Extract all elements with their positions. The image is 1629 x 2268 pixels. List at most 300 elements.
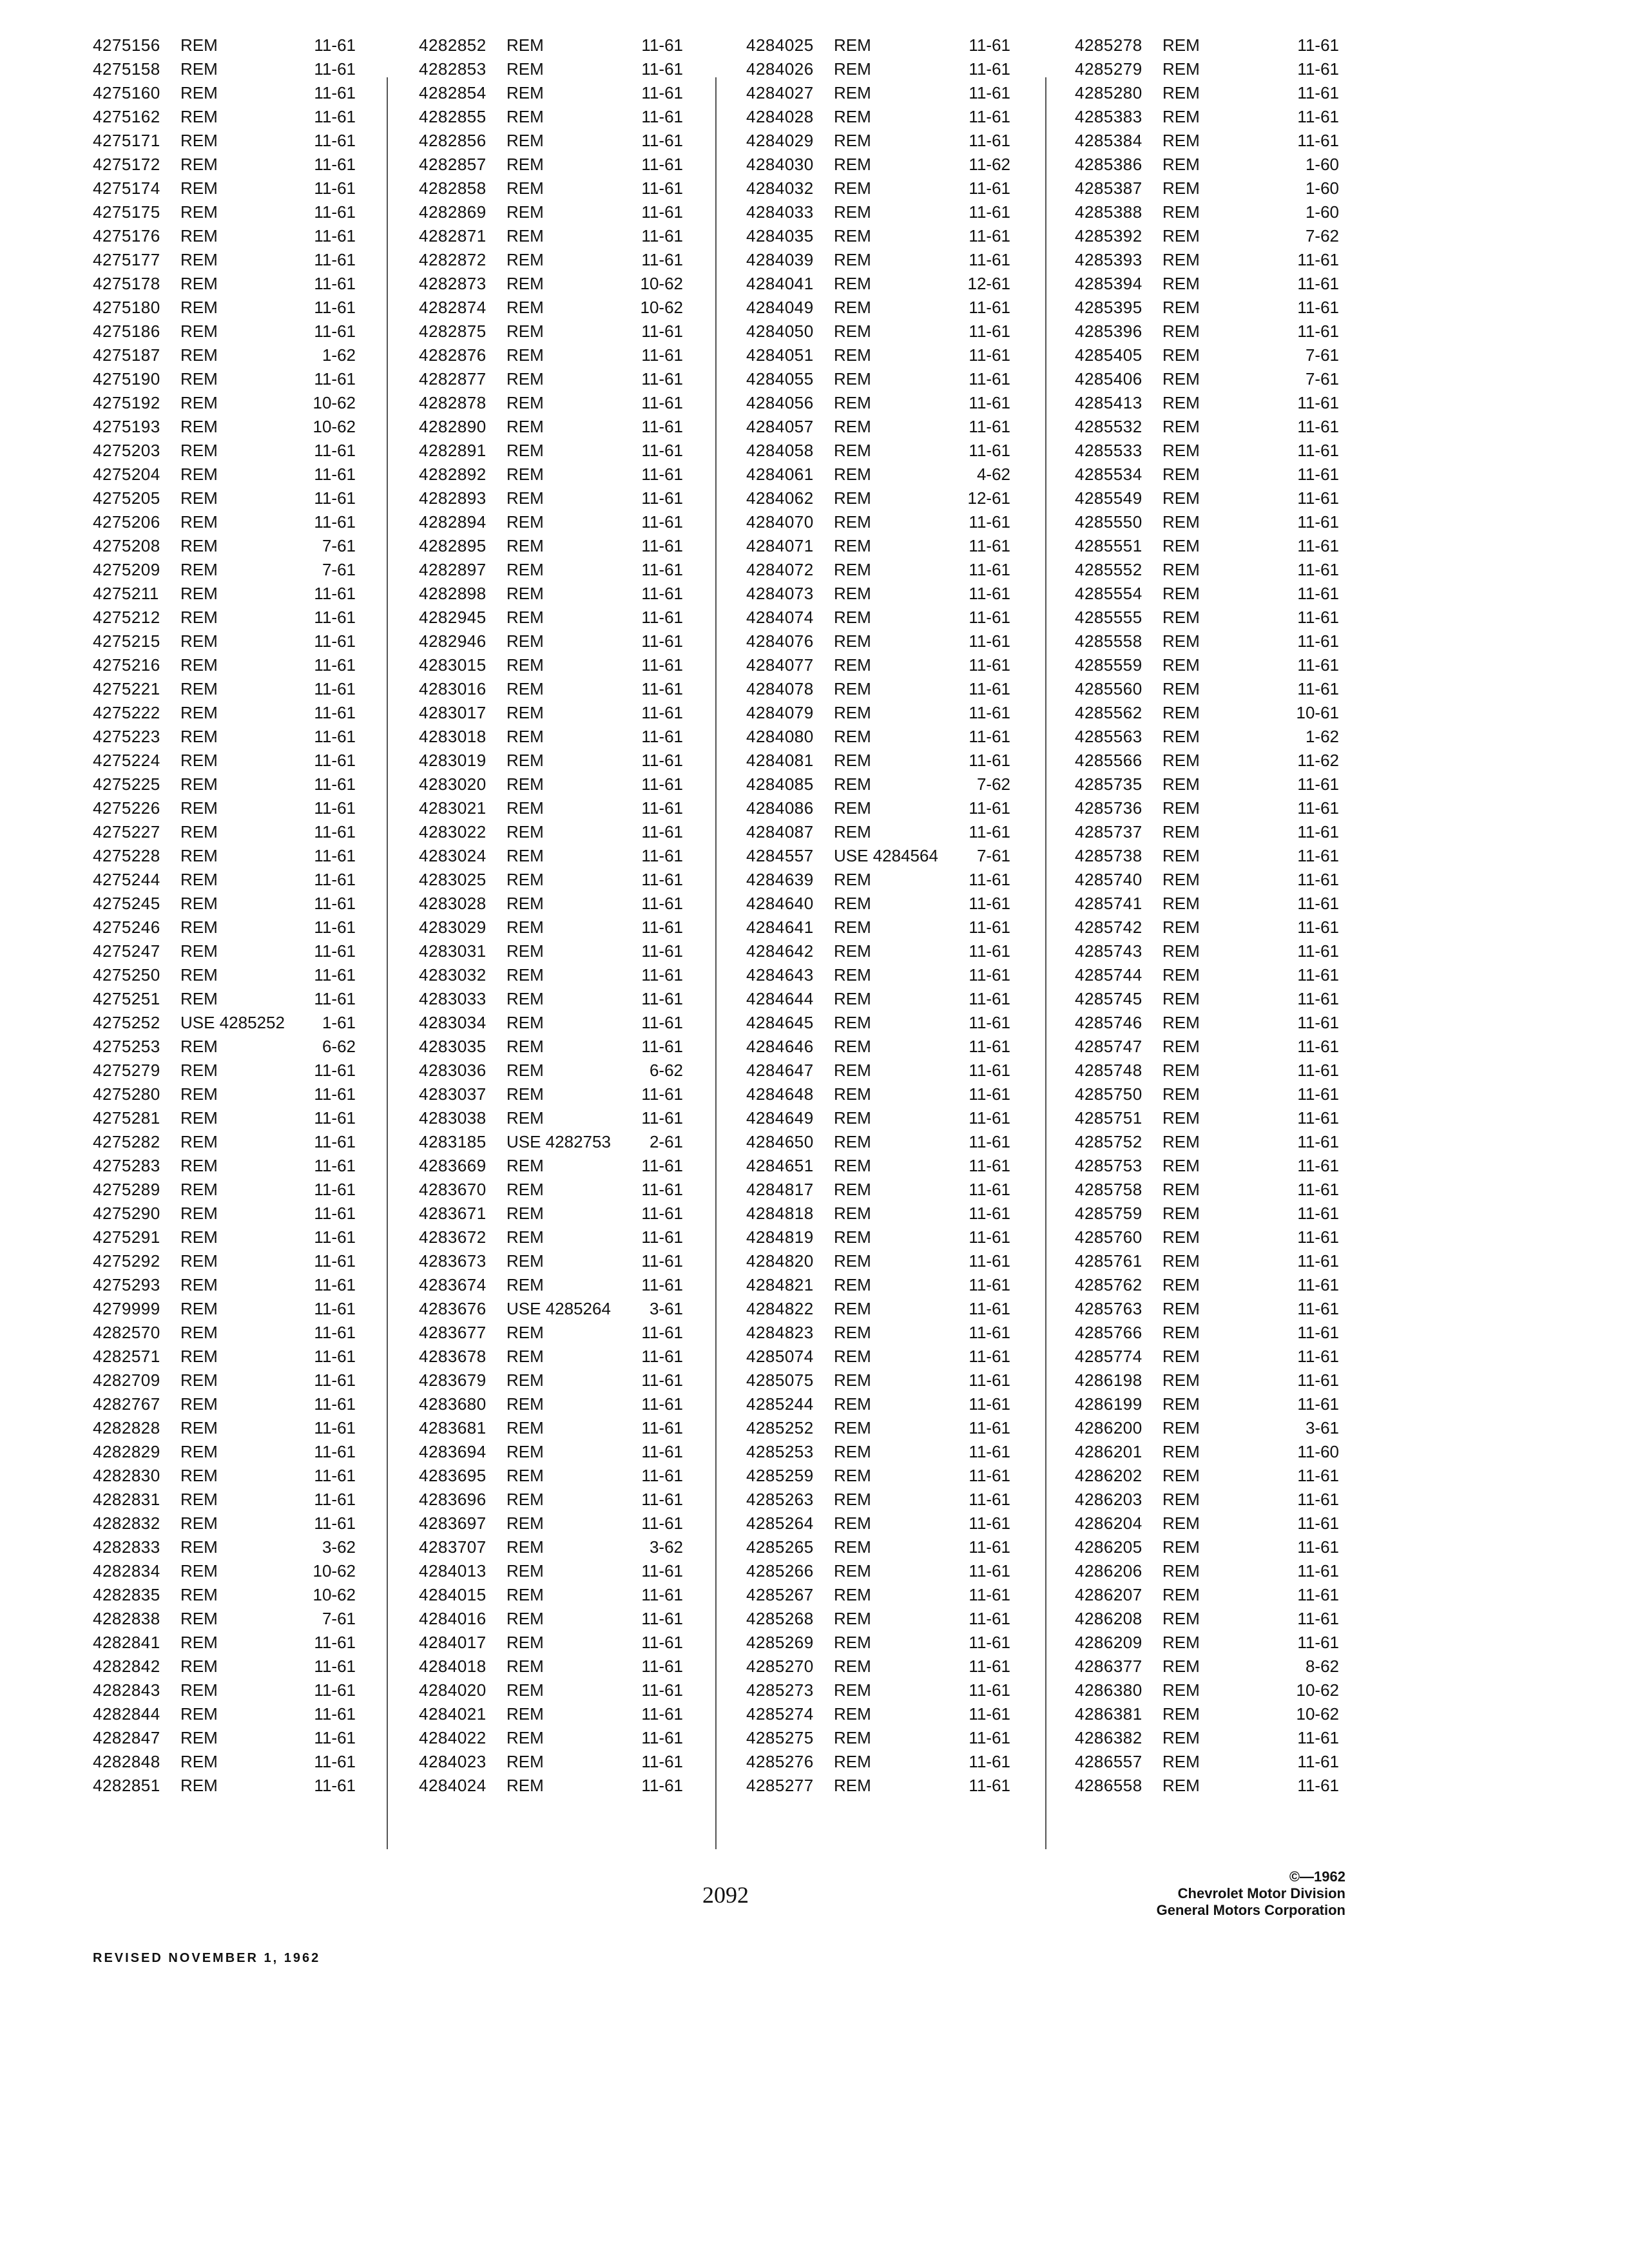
part-action: REM	[506, 608, 544, 627]
part-date: 11-61	[1297, 774, 1339, 794]
part-action: REM	[1162, 1323, 1200, 1342]
part-number: 4275193	[93, 417, 160, 436]
part-action: REM	[1162, 465, 1200, 484]
part-date: 11-61	[641, 1704, 683, 1724]
part-number: 4283018	[419, 727, 487, 746]
part-date: 3-61	[1305, 1418, 1339, 1437]
part-row	[746, 773, 1010, 796]
part-action: REM	[506, 1323, 544, 1342]
part-row	[419, 1464, 683, 1488]
part-date: 11-61	[1297, 822, 1339, 841]
part-action: REM	[506, 1037, 544, 1056]
part-action: REM	[506, 202, 544, 222]
part-row	[93, 1082, 356, 1106]
part-number: 4285413	[1075, 393, 1142, 412]
part-number: 4282833	[93, 1537, 160, 1557]
part-date: 11-61	[314, 870, 356, 889]
part-number: 4284819	[746, 1227, 814, 1247]
part-action: REM	[180, 1370, 218, 1390]
part-number: 4284072	[746, 560, 814, 579]
part-number: 4275160	[93, 83, 160, 102]
part-action: REM	[506, 798, 544, 818]
part-date: 11-61	[641, 1013, 683, 1032]
part-date: 11-61	[1297, 1227, 1339, 1247]
part-number: 4285562	[1075, 703, 1142, 722]
part-number: 4285745	[1075, 989, 1142, 1008]
part-action: REM	[1162, 918, 1200, 937]
part-row	[1075, 486, 1339, 510]
part-row	[746, 1750, 1010, 1774]
part-action: REM	[1162, 1633, 1200, 1652]
part-row	[419, 916, 683, 939]
part-row	[746, 677, 1010, 701]
part-date: 11-61	[641, 322, 683, 341]
part-number: 4285746	[1075, 1013, 1142, 1032]
part-number: 4284650	[746, 1132, 814, 1151]
part-action: REM	[506, 1537, 544, 1557]
part-date: 11-61	[1297, 608, 1339, 627]
part-date: 3-61	[649, 1299, 683, 1318]
part-date: 11-61	[969, 1585, 1010, 1604]
part-number: 4283038	[419, 1108, 487, 1128]
part-row	[746, 939, 1010, 963]
part-action: REM	[834, 560, 871, 579]
part-date: 11-61	[1297, 846, 1339, 865]
part-date: 11-61	[314, 1657, 356, 1676]
part-number: 4285406	[1075, 369, 1142, 389]
part-row	[746, 367, 1010, 391]
part-row	[746, 272, 1010, 296]
part-number: 4283696	[419, 1490, 487, 1509]
part-date: 11-61	[1297, 989, 1339, 1008]
part-date: 11-61	[969, 1013, 1010, 1032]
part-date: 11-61	[969, 870, 1010, 889]
part-action: REM	[834, 1466, 871, 1485]
part-date: 11-61	[1297, 1132, 1339, 1151]
part-number: 4284640	[746, 894, 814, 913]
part-row	[746, 1535, 1010, 1559]
part-action: REM	[506, 774, 544, 794]
part-number: 4285387	[1075, 178, 1142, 198]
part-number: 4283679	[419, 1370, 487, 1390]
part-number: 4284013	[419, 1561, 487, 1581]
part-date: 11-61	[641, 1108, 683, 1128]
part-action: REM	[1162, 1585, 1200, 1604]
part-date: 11-61	[969, 703, 1010, 722]
part-row	[93, 1750, 356, 1774]
part-action: REM	[834, 441, 871, 460]
part-action: REM	[506, 1752, 544, 1771]
part-row	[1075, 606, 1339, 629]
part-date: 11-61	[969, 441, 1010, 460]
part-number: 4275221	[93, 679, 160, 698]
part-date: 11-61	[641, 774, 683, 794]
part-row	[419, 677, 683, 701]
part-row	[1075, 796, 1339, 820]
part-date: 11-61	[314, 1323, 356, 1342]
part-action: REM	[506, 679, 544, 698]
part-action: REM	[834, 131, 871, 150]
part-number: 4282855	[419, 107, 487, 126]
part-action: REM	[180, 846, 218, 865]
part-action: REM	[1162, 441, 1200, 460]
part-date: 11-61	[1297, 798, 1339, 818]
part-date: 11-61	[314, 488, 356, 508]
part-action: REM	[1162, 1370, 1200, 1390]
part-number: 4283671	[419, 1204, 487, 1223]
part-number: 4286380	[1075, 1680, 1142, 1700]
part-date: 11-61	[314, 465, 356, 484]
part-row	[1075, 1416, 1339, 1440]
part-number: 4284649	[746, 1108, 814, 1128]
part-date: 11-61	[969, 918, 1010, 937]
part-date: 11-61	[969, 83, 1010, 102]
part-number: 4275228	[93, 846, 160, 865]
part-action: REM	[180, 417, 218, 436]
part-row	[746, 1440, 1010, 1464]
part-row	[1075, 939, 1339, 963]
part-date: 11-61	[641, 1728, 683, 1747]
part-action: REM	[180, 918, 218, 937]
part-number: 4285280	[1075, 83, 1142, 102]
part-number: 4284822	[746, 1299, 814, 1318]
part-date: 11-61	[641, 941, 683, 961]
part-action: REM	[180, 1633, 218, 1652]
part-number: 4282834	[93, 1561, 160, 1581]
corporation-name: General Motors Corporation	[1156, 1902, 1345, 1918]
part-date: 7-61	[1305, 369, 1339, 389]
part-date: 11-62	[1297, 751, 1339, 770]
part-number: 4285762	[1075, 1275, 1142, 1294]
part-action: REM	[506, 1180, 544, 1199]
part-row	[1075, 391, 1339, 415]
part-row	[93, 1464, 356, 1488]
part-row	[746, 534, 1010, 558]
part-action: REM	[1162, 369, 1200, 389]
part-date: 10-62	[313, 393, 356, 412]
part-date: 11-61	[969, 1180, 1010, 1199]
part-action: REM	[1162, 1084, 1200, 1104]
part-action: REM	[180, 1585, 218, 1604]
part-action: REM	[506, 322, 544, 341]
part-row	[93, 34, 356, 57]
part-number: 4286208	[1075, 1609, 1142, 1628]
part-action: REM	[506, 918, 544, 937]
part-number: 4283022	[419, 822, 487, 841]
part-action: REM	[834, 1442, 871, 1461]
part-action: REM	[180, 131, 218, 150]
part-action: REM	[834, 1370, 871, 1390]
part-date: 11-61	[314, 274, 356, 293]
part-action: REM	[834, 1514, 871, 1533]
part-row	[93, 749, 356, 773]
part-date: 11-61	[641, 894, 683, 913]
part-date: 1-61	[322, 1013, 356, 1032]
part-number: 4275293	[93, 1275, 160, 1294]
part-date: 11-61	[641, 1561, 683, 1581]
part-date: 11-61	[969, 369, 1010, 389]
part-action: REM	[506, 989, 544, 1008]
part-row	[1075, 844, 1339, 868]
part-row	[746, 796, 1010, 820]
part-number: 4284087	[746, 822, 814, 841]
part-action: REM	[180, 298, 218, 317]
part-number: 4285075	[746, 1370, 814, 1390]
part-number: 4284076	[746, 631, 814, 651]
part-number: 4285735	[1075, 774, 1142, 794]
part-date: 11-61	[1297, 536, 1339, 555]
parts-column-3	[746, 34, 1010, 1798]
part-number: 4284033	[746, 202, 814, 222]
part-number: 4282871	[419, 226, 487, 245]
part-row	[419, 463, 683, 486]
part-date: 11-61	[969, 1204, 1010, 1223]
part-date: 7-61	[322, 1609, 356, 1628]
part-row	[93, 582, 356, 606]
part-row	[93, 1059, 356, 1082]
part-row	[419, 534, 683, 558]
part-number: 4285533	[1075, 441, 1142, 460]
part-row	[1075, 248, 1339, 272]
part-number: 4285750	[1075, 1084, 1142, 1104]
part-action: REM	[834, 1585, 871, 1604]
part-date: 11-61	[969, 1442, 1010, 1461]
part-row	[746, 34, 1010, 57]
part-action: REM	[834, 512, 871, 532]
part-number: 4275203	[93, 441, 160, 460]
part-action: REM	[1162, 417, 1200, 436]
part-date: 11-61	[1297, 870, 1339, 889]
part-row	[419, 1750, 683, 1774]
part-action: REM	[506, 1728, 544, 1747]
part-number: 4285744	[1075, 965, 1142, 985]
part-date: 11-61	[1297, 631, 1339, 651]
part-number: 4275281	[93, 1108, 160, 1128]
part-action: REM	[834, 488, 871, 508]
part-action: REM	[180, 727, 218, 746]
part-date: 11-61	[1297, 679, 1339, 698]
part-number: 4283020	[419, 774, 487, 794]
part-date: 11-61	[969, 131, 1010, 150]
part-row	[746, 1273, 1010, 1297]
part-action: REM	[180, 1132, 218, 1151]
part-action: REM	[180, 322, 218, 341]
part-date: 2-61	[649, 1132, 683, 1151]
part-row	[746, 200, 1010, 224]
part-row	[419, 1535, 683, 1559]
part-number: 4275208	[93, 536, 160, 555]
part-row	[746, 1202, 1010, 1225]
part-row	[1075, 1392, 1339, 1416]
part-row	[419, 129, 683, 153]
part-action: REM	[180, 107, 218, 126]
part-action: REM	[834, 822, 871, 841]
part-row	[419, 725, 683, 749]
part-date: 11-61	[641, 1752, 683, 1771]
part-row	[93, 1011, 356, 1035]
part-row	[1075, 439, 1339, 463]
part-action: REM	[1162, 560, 1200, 579]
part-date: 11-61	[969, 608, 1010, 627]
part-row	[419, 1655, 683, 1678]
part-date: 11-61	[1297, 1490, 1339, 1509]
part-row	[746, 1154, 1010, 1178]
part-action: USE 4285252	[180, 1013, 285, 1032]
part-date: 11-61	[969, 1251, 1010, 1271]
part-number: 4282830	[93, 1466, 160, 1485]
part-number: 4275280	[93, 1084, 160, 1104]
part-row	[93, 963, 356, 987]
part-date: 1-62	[322, 345, 356, 365]
part-row	[746, 463, 1010, 486]
part-date: 11-61	[641, 1680, 683, 1700]
part-number: 4284645	[746, 1013, 814, 1032]
part-action: REM	[180, 822, 218, 841]
part-date: 11-61	[1297, 1561, 1339, 1581]
part-action: REM	[180, 1323, 218, 1342]
part-action: REM	[180, 1037, 218, 1056]
part-number: 4286198	[1075, 1370, 1142, 1390]
part-number: 4282835	[93, 1585, 160, 1604]
part-date: 11-61	[314, 1490, 356, 1509]
part-date: 11-61	[1297, 1204, 1339, 1223]
part-number: 4275252	[93, 1013, 160, 1032]
part-action: REM	[506, 512, 544, 532]
part-number: 4284021	[419, 1704, 487, 1724]
part-row	[419, 1130, 683, 1154]
part-number: 4285265	[746, 1537, 814, 1557]
part-date: 11-62	[969, 155, 1010, 174]
part-action: REM	[506, 1251, 544, 1271]
part-date: 11-61	[641, 441, 683, 460]
part-date: 11-61	[969, 393, 1010, 412]
part-action: REM	[834, 417, 871, 436]
part-date: 11-61	[969, 1728, 1010, 1747]
part-action: REM	[506, 941, 544, 961]
part-row	[93, 1726, 356, 1750]
part-date: 11-61	[969, 1752, 1010, 1771]
part-row	[1075, 868, 1339, 892]
part-number: 4285276	[746, 1752, 814, 1771]
part-action: REM	[506, 488, 544, 508]
part-action: REM	[180, 59, 218, 79]
part-date: 11-61	[314, 83, 356, 102]
part-action: REM	[180, 608, 218, 627]
part-row	[1075, 1321, 1339, 1345]
part-date: 11-61	[641, 1156, 683, 1175]
part-action: REM	[506, 822, 544, 841]
part-row	[746, 987, 1010, 1011]
part-action: REM	[506, 1442, 544, 1461]
part-date: 11-61	[1297, 488, 1339, 508]
part-date: 11-61	[314, 369, 356, 389]
part-number: 4284030	[746, 155, 814, 174]
part-date: 11-61	[1297, 1323, 1339, 1342]
part-row	[93, 1154, 356, 1178]
part-date: 11-61	[969, 822, 1010, 841]
part-row	[419, 1512, 683, 1535]
part-date: 11-61	[969, 1561, 1010, 1581]
part-row	[746, 129, 1010, 153]
part-date: 11-61	[641, 1633, 683, 1652]
part-action: REM	[180, 1442, 218, 1461]
part-date: 10-62	[1296, 1680, 1339, 1700]
part-date: 11-61	[641, 1585, 683, 1604]
part-row	[93, 248, 356, 272]
part-row	[419, 1321, 683, 1345]
part-number: 4275186	[93, 322, 160, 341]
part-row	[419, 1249, 683, 1273]
part-action: REM	[506, 1585, 544, 1604]
part-action: REM	[180, 1514, 218, 1533]
part-row	[1075, 558, 1339, 582]
part-row	[419, 391, 683, 415]
part-number: 4282857	[419, 155, 487, 174]
part-number: 4282570	[93, 1323, 160, 1342]
part-action: REM	[834, 1680, 871, 1700]
part-number: 4283678	[419, 1347, 487, 1366]
part-number: 4284639	[746, 870, 814, 889]
part-action: REM	[834, 59, 871, 79]
part-action: REM	[180, 655, 218, 675]
part-number: 4286209	[1075, 1633, 1142, 1652]
part-row	[746, 248, 1010, 272]
part-action: REM	[180, 274, 218, 293]
part-date: 11-61	[314, 35, 356, 55]
part-number: 4283669	[419, 1156, 487, 1175]
part-action: REM	[180, 1609, 218, 1628]
part-date: 11-61	[314, 774, 356, 794]
part-action: REM	[834, 1013, 871, 1032]
part-row	[93, 1678, 356, 1702]
part-date: 11-61	[1297, 1466, 1339, 1485]
part-row	[93, 367, 356, 391]
part-action: REM	[834, 1180, 871, 1199]
part-number: 4285252	[746, 1418, 814, 1437]
part-date: 11-61	[1297, 1514, 1339, 1533]
part-row	[419, 320, 683, 343]
part-date: 11-61	[969, 1633, 1010, 1652]
part-number: 4282843	[93, 1680, 160, 1700]
part-number: 4285268	[746, 1609, 814, 1628]
part-date: 11-61	[314, 894, 356, 913]
part-row	[746, 81, 1010, 105]
part-date: 11-61	[314, 727, 356, 746]
part-number: 4275162	[93, 107, 160, 126]
part-number: 4285554	[1075, 584, 1142, 603]
part-action: REM	[180, 584, 218, 603]
part-number: 4284056	[746, 393, 814, 412]
part-date: 11-61	[314, 1466, 356, 1485]
part-date: 11-61	[641, 107, 683, 126]
part-number: 4284061	[746, 465, 814, 484]
part-date: 11-61	[314, 798, 356, 818]
part-row	[1075, 1774, 1339, 1798]
part-number: 4282767	[93, 1394, 160, 1414]
part-number: 4275227	[93, 822, 160, 841]
part-action: REM	[1162, 536, 1200, 555]
part-date: 11-61	[641, 751, 683, 770]
part-action: REM	[1162, 870, 1200, 889]
part-action: REM	[834, 894, 871, 913]
part-number: 4284058	[746, 441, 814, 460]
part-date: 11-61	[1297, 322, 1339, 341]
part-date: 11-61	[314, 322, 356, 341]
part-number: 4283025	[419, 870, 487, 889]
part-row	[419, 272, 683, 296]
part-number: 4282842	[93, 1657, 160, 1676]
part-action: REM	[1162, 322, 1200, 341]
